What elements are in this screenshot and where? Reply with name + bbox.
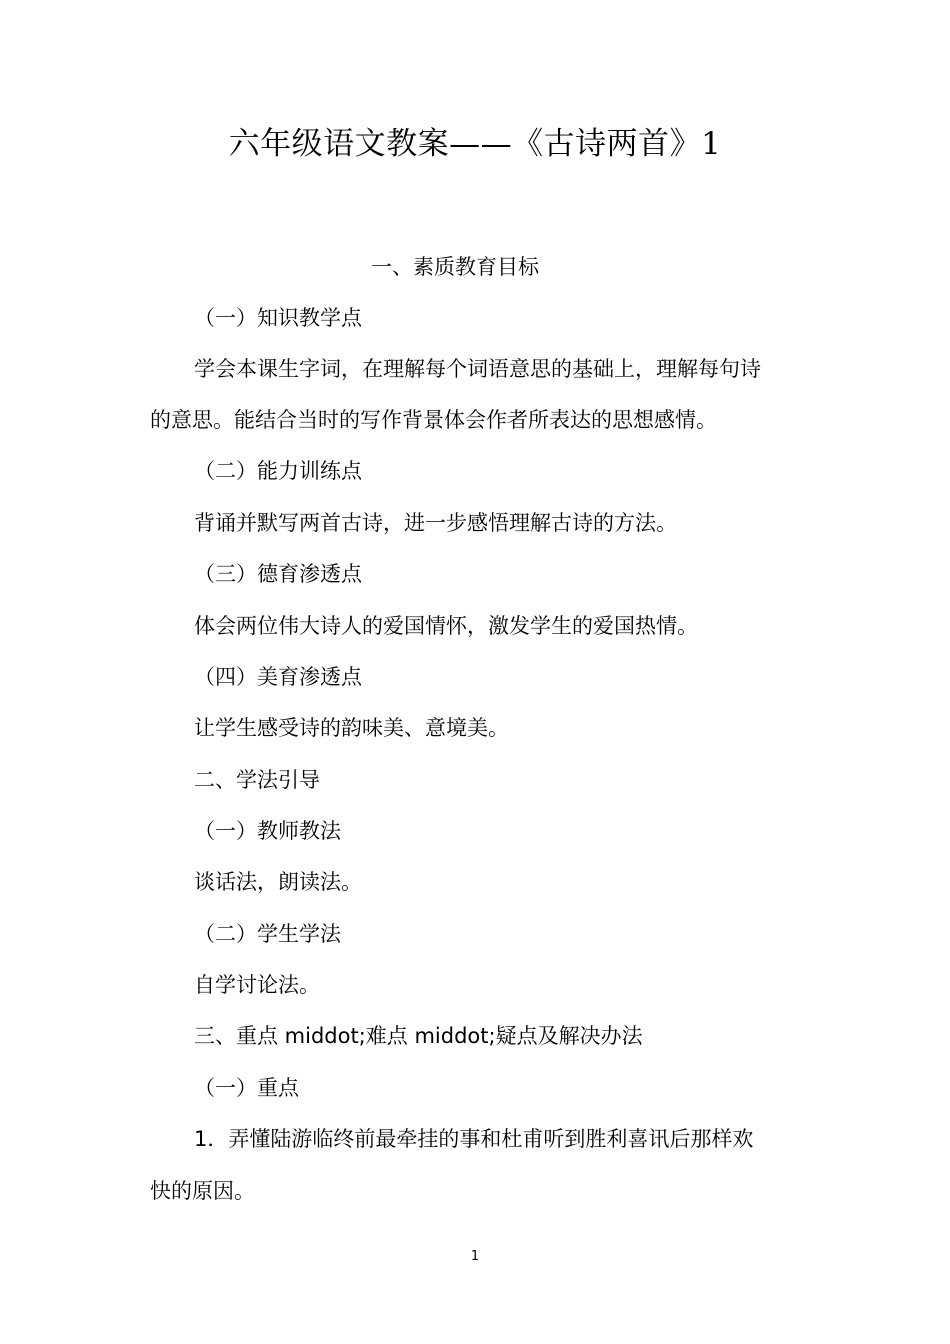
paragraph-line: 谈话法，朗读法。	[194, 870, 362, 894]
document-title: 六年级语文教案——《古诗两首》1	[228, 126, 722, 162]
subheading: （一）教师教法	[194, 819, 341, 843]
section-heading: 一、素质教育目标	[371, 255, 539, 279]
paragraph-line: 学会本课生字词，在理解每个词语意思的基础上，理解每句诗	[194, 357, 761, 381]
page-number: 1	[470, 1249, 480, 1264]
subheading: （二）能力训练点	[194, 459, 362, 483]
section-heading: 二、学法引导	[194, 768, 320, 792]
paragraph-line: 1．弄懂陆游临终前最牵挂的事和杜甫听到胜利喜讯后那样欢	[194, 1127, 754, 1151]
paragraph-line: 自学讨论法。	[194, 973, 320, 997]
paragraph-line: 的意思。能结合当时的写作背景体会作者所表达的思想感情。	[150, 408, 717, 432]
subheading: （二）学生学法	[194, 922, 341, 946]
subheading: （一）知识教学点	[194, 306, 362, 330]
subheading: （三）德育渗透点	[194, 562, 362, 586]
section-heading: 三、重点 middot;难点 middot;疑点及解决办法	[194, 1024, 643, 1048]
subheading: （一）重点	[194, 1076, 299, 1100]
paragraph-line: 让学生感受诗的韵味美、意境美。	[194, 716, 509, 740]
paragraph-line: 快的原因。	[150, 1179, 255, 1203]
paragraph-line: 背诵并默写两首古诗，进一步感悟理解古诗的方法。	[194, 511, 677, 535]
paragraph-line: 体会两位伟大诗人的爱国情怀，激发学生的爱国热情。	[194, 614, 698, 638]
subheading: （四）美育渗透点	[194, 665, 362, 689]
